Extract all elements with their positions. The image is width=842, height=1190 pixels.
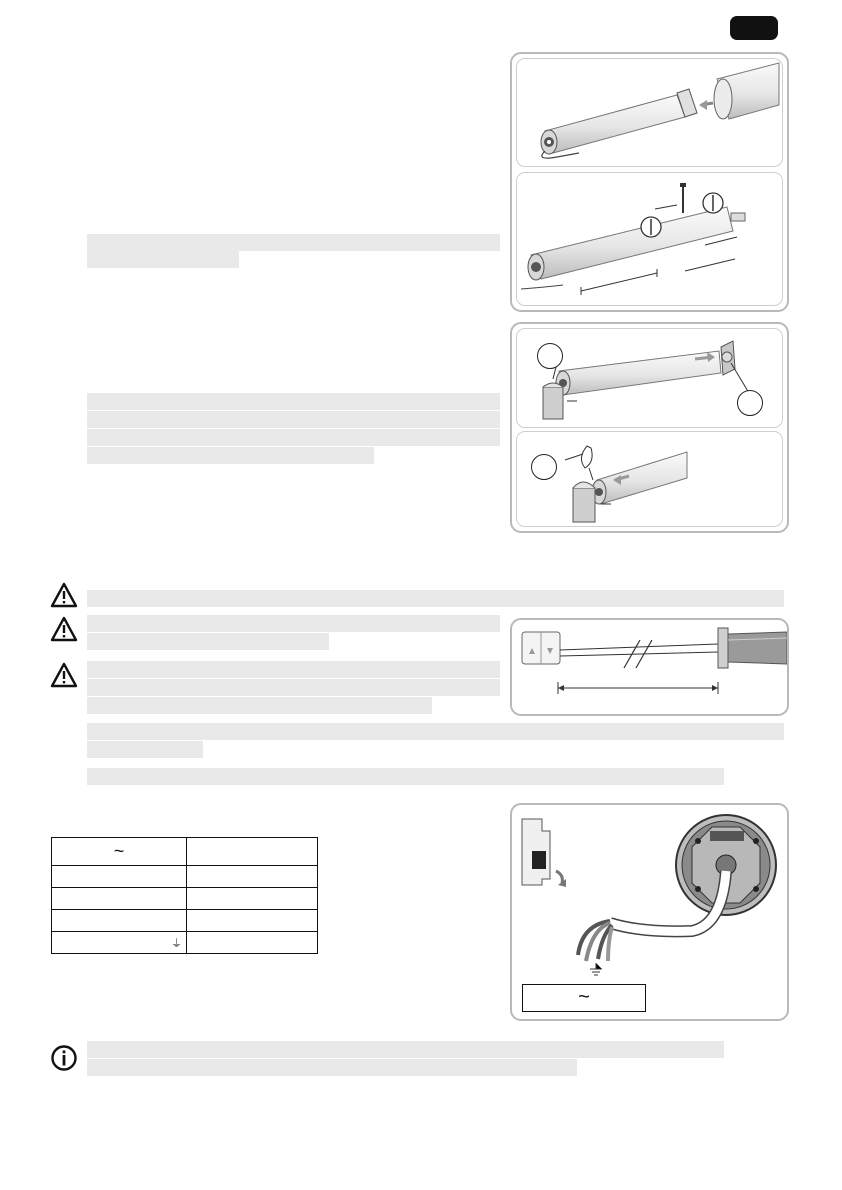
instruction-line [87, 393, 500, 410]
warning-line [87, 697, 432, 714]
power-supply-table [51, 837, 318, 954]
ac-symbol: ~ [578, 986, 590, 1008]
figure-panel-tube-fitting [510, 52, 789, 312]
language-badge [730, 16, 778, 40]
circuit-breaker-icon [522, 819, 566, 887]
callout-circle [737, 390, 763, 416]
callout-circle [537, 343, 563, 369]
instruction-line [87, 447, 374, 464]
ac-supply-box [522, 984, 646, 1012]
table-cell [187, 932, 318, 954]
info-icon [50, 1044, 78, 1072]
figure-crown-insertion [516, 58, 783, 167]
instruction-line [87, 234, 500, 251]
warning-triangle-icon [50, 582, 78, 608]
figure-tube-screwing [516, 172, 783, 306]
warning-line [87, 633, 329, 650]
warning-line [87, 741, 203, 758]
warning-triangle-icon [50, 662, 78, 688]
table-row [52, 910, 318, 932]
table-header-cell [187, 838, 318, 866]
instruction-line [87, 429, 500, 446]
callout-circle [531, 454, 557, 480]
ac-symbol-cell [52, 838, 187, 866]
table-cell [52, 932, 187, 954]
table-cell [52, 910, 187, 932]
tube-screw-illustration [517, 173, 782, 305]
table-cell [187, 888, 318, 910]
ac-symbol: ~ [113, 841, 125, 861]
table-row [52, 866, 318, 888]
table-cell [187, 910, 318, 932]
info-line [87, 1041, 724, 1058]
bracket-clip-illustration [517, 432, 782, 526]
figure-bracket-clip [516, 431, 783, 527]
warning-line [87, 679, 500, 696]
info-line [87, 1059, 577, 1076]
table-cell [52, 888, 187, 910]
warning-line [87, 590, 784, 607]
table-row [52, 932, 318, 954]
instruction-line [87, 411, 500, 428]
table-cell [52, 866, 187, 888]
figure-panel-cable [510, 618, 789, 716]
warning-line [87, 723, 784, 740]
table-row [52, 888, 318, 910]
warning-triangle-icon [50, 616, 78, 642]
warning-line [87, 661, 500, 678]
table-cell [187, 866, 318, 888]
warning-line [87, 768, 724, 785]
cable-length-illustration [512, 620, 787, 714]
tube-insertion-illustration [517, 59, 782, 166]
warning-line [87, 615, 500, 632]
instruction-line [87, 251, 239, 268]
earth-symbol: ⏚ [171, 937, 182, 950]
